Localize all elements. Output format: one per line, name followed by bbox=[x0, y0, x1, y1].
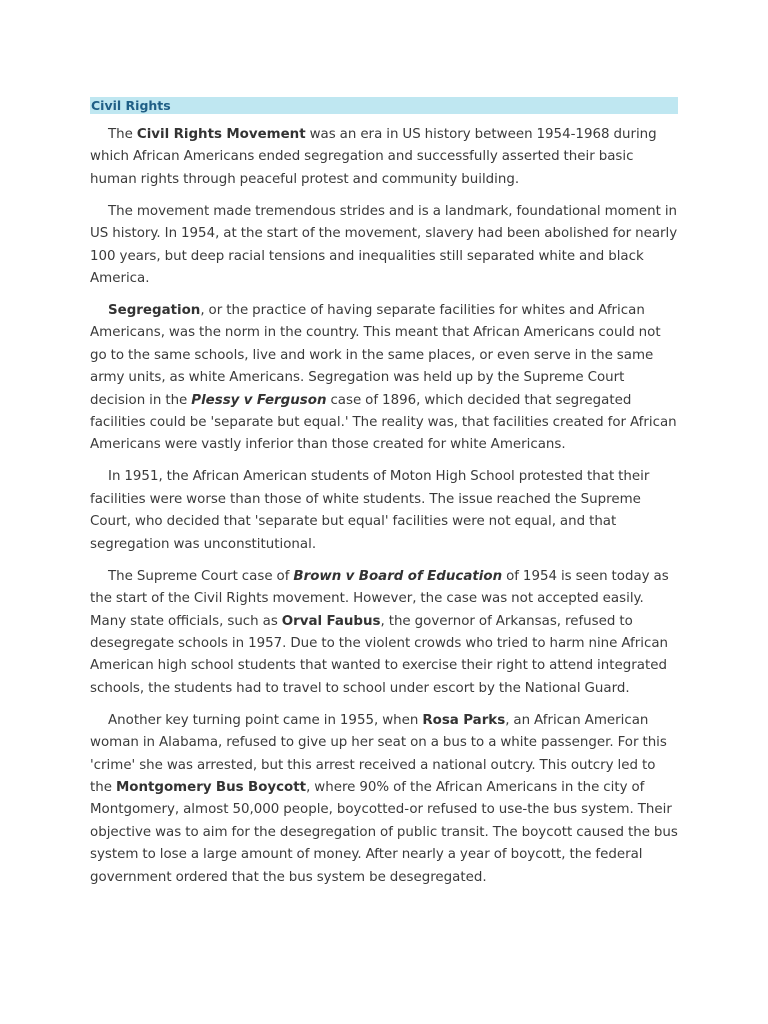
document-body bbox=[90, 124, 678, 889]
paragraph-text: , the governor of Arkansas, refused to desegregate schools in 1957. Due to the violent crowds who tried to harm nine African American high school students that wanted to exercise their right to attend integrated schools, the students had to travel to school under escort by the National Guard. bbox=[90, 613, 669, 696]
paragraph-text: , an African American woman in Alabama, refused to give up her seat on a bus to a white passenger. For this 'crime' she was arrested, but this arrest received a national outcry. This outcry led to the bbox=[90, 712, 667, 795]
paragraph-text: Another key turning point came in 1955, when bbox=[108, 712, 423, 728]
paragraph-text: The movement made tremendous strides and is a landmark, foundational moment in US history. In 1954, at the start of the movement, slavery had been abolished for nearly 100 years, but deep racial tensions and inequalities still separated white and black America. bbox=[90, 203, 678, 287]
paragraph bbox=[90, 300, 678, 457]
case-name: Plessy v Ferguson bbox=[191, 392, 327, 408]
paragraph bbox=[90, 566, 678, 700]
paragraph bbox=[90, 201, 678, 291]
paragraph-text: The bbox=[108, 127, 137, 142]
paragraph bbox=[90, 466, 678, 556]
paragraph-text: In 1951, the African American students of Moton High School protested that their facilities were worse than those of white students. The issue reached the Supreme Court, who decided that 'separate but equal' facilities were not equal, and that segregation was unconstitutional. bbox=[90, 469, 650, 552]
case-name: Brown v Board of Education bbox=[293, 568, 503, 584]
paragraph-text: The Supreme Court case of bbox=[108, 568, 294, 584]
bold-term: Civil Rights Movement bbox=[136, 127, 306, 142]
paragraph-text: , where 90% of the African Americans in the city of Montgomery, almost 50,000 people, boycotted-or refused to use-the bus system. Their objective was to aim for the desegregation of public transit. The boycott caused the bus system to lose a large amount of money. After nearly a year of boycott, the federal government ordered that the bus system be desegregated. bbox=[90, 779, 678, 885]
bold-term: Montgomery Bus Boycott bbox=[115, 779, 307, 795]
section-heading: Civil Rights bbox=[90, 97, 678, 114]
paragraph-text: was an era in US history between 1954-1968 during which African Americans ended segregation and successfully asserted their basic human rights through peaceful protest and community building. bbox=[90, 127, 657, 187]
paragraph bbox=[90, 124, 678, 191]
document-page bbox=[90, 97, 678, 899]
bold-term: Orval Faubus bbox=[281, 613, 381, 629]
paragraph-text: of 1954 is seen today as the start of the Civil Rights movement. However, the case was not accepted easily. Many state officials, such as bbox=[90, 568, 669, 629]
bold-term: Rosa Parks bbox=[422, 712, 506, 728]
bold-term: Segregation bbox=[108, 303, 201, 319]
paragraph-text: , or the practice of having separate facilities for whites and African Americans, was the norm in the country. This meant that African Americans could not go to the same schools, live and work in the same places, or even serve in the same army units, as white Americans. Segregation was held up by the Supreme Court decision in the bbox=[90, 303, 661, 408]
paragraph bbox=[90, 710, 678, 889]
paragraph-text: case of 1896, which decided that segregated facilities could be 'separate but equal.' The reality was, that facilities created for African Americans were vastly inferior than those created for white Americans. bbox=[90, 392, 677, 453]
